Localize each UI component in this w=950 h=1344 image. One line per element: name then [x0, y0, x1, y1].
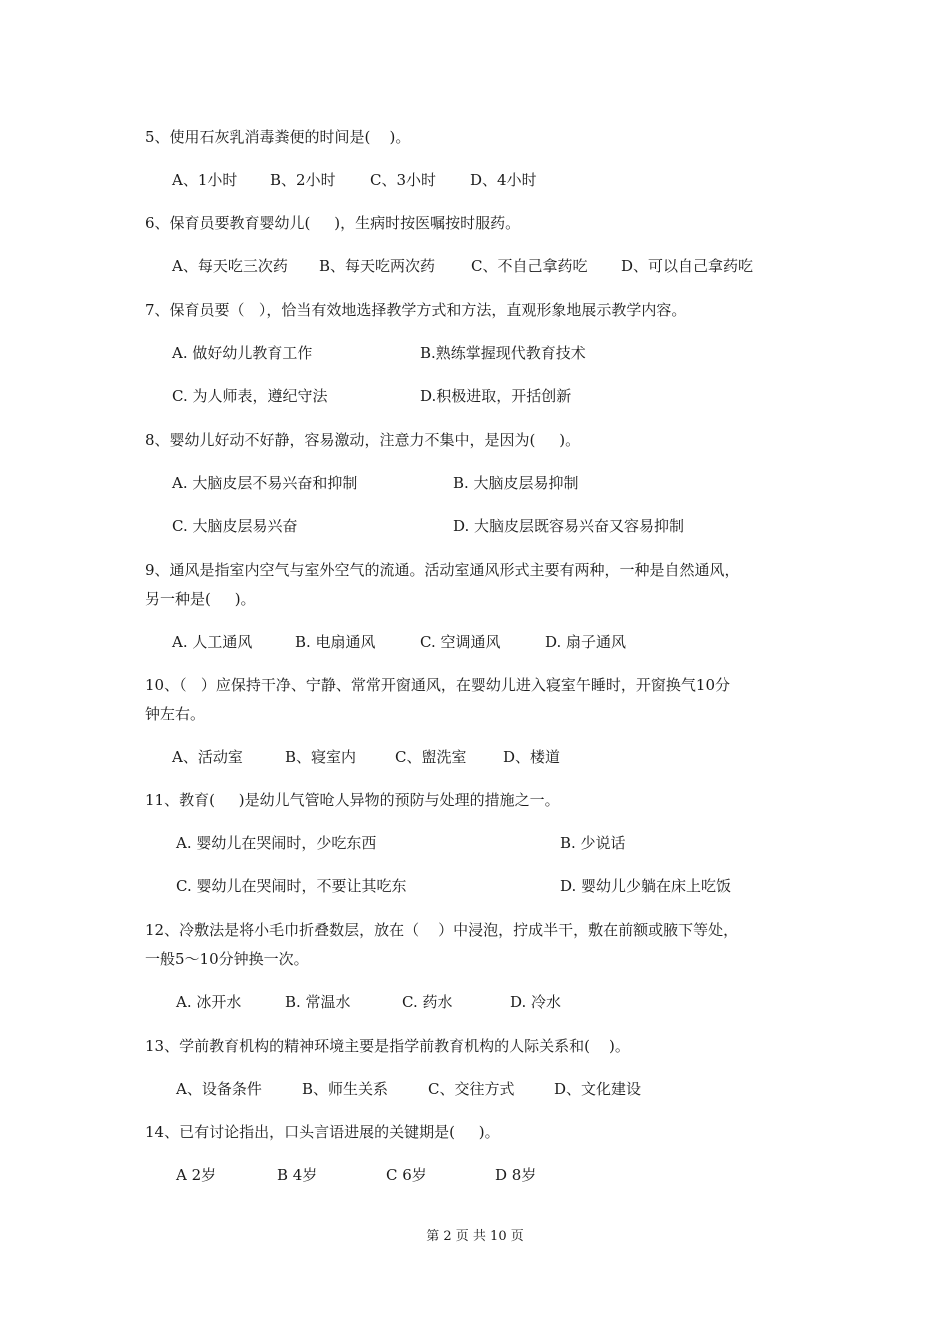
q9-option-b: B. 电扇通风 [295, 633, 376, 651]
q12-option-b: B. 常温水 [285, 993, 351, 1011]
q8-option-d: D. 大脑皮层既容易兴奋又容易抑制 [453, 517, 685, 535]
q11-option-a: A. 婴幼儿在哭闹时，少吃东西 [176, 834, 377, 852]
q9-option-a: A. 人工通风 [172, 633, 253, 651]
q13-option-b: B、师生关系 [302, 1080, 389, 1098]
q10-option-b: B、寝室内 [285, 748, 357, 766]
q7-option-a: A. 做好幼儿教育工作 [172, 344, 313, 362]
question-10-cont: 钟左右。 [145, 705, 206, 723]
q8-option-c: C. 大脑皮层易兴奋 [172, 517, 298, 535]
question-6: 6、保育员要教育婴幼儿( )，生病时按医嘱按时服药。 [145, 214, 521, 232]
q9-option-c: C. 空调通风 [420, 633, 501, 651]
q12-option-d: D. 冷水 [510, 993, 562, 1011]
question-11: 11、教育( )是幼儿气管呛人异物的预防与处理的措施之一。 [145, 791, 560, 809]
q6-option-d: D、可以自己拿药吃 [621, 257, 754, 275]
q5-option-b: B、2小时 [270, 171, 336, 189]
q7-option-c: C. 为人师表，遵纪守法 [172, 387, 328, 405]
q12-option-c: C. 药水 [402, 993, 453, 1011]
q11-option-c: C. 婴幼儿在哭闹时，不要让其吃东 [176, 877, 407, 895]
q13-option-c: C、交往方式 [428, 1080, 515, 1098]
page-footer: 第 2 页 共 10 页 [426, 1229, 524, 1244]
q6-option-c: C、不自己拿药吃 [471, 257, 588, 275]
q6-option-b: B、每天吃两次药 [319, 257, 436, 275]
question-12: 12、冷敷法是将小毛巾折叠数层，放在（ ）中浸泡，拧成半干，敷在前额或腋下等处， [145, 921, 739, 939]
q10-option-d: D、楼道 [503, 748, 561, 766]
question-5: 5、使用石灰乳消毒粪便的时间是( )。 [145, 128, 411, 146]
q14-option-a: A 2岁 [176, 1166, 217, 1184]
question-12-cont: 一般5～10分钟换一次。 [145, 950, 309, 968]
question-13: 13、学前教育机构的精神环境主要是指学前教育机构的人际关系和( )。 [145, 1037, 630, 1055]
q7-option-d: D.积极进取，开括创新 [420, 387, 572, 405]
q5-option-a: A、1小时 [172, 171, 238, 189]
q14-option-b: B 4岁 [277, 1166, 318, 1184]
q8-option-b: B. 大脑皮层易抑制 [453, 474, 579, 492]
q8-option-a: A. 大脑皮层不易兴奋和抑制 [172, 474, 358, 492]
q11-option-d: D. 婴幼儿少躺在床上吃饭 [560, 877, 732, 895]
q5-option-d: D、4小时 [470, 171, 537, 189]
q10-option-c: C、盥洗室 [395, 748, 467, 766]
q6-option-a: A、每天吃三次药 [172, 257, 288, 275]
q14-option-d: D 8岁 [495, 1166, 537, 1184]
q5-option-c: C、3小时 [370, 171, 437, 189]
q14-option-c: C 6岁 [386, 1166, 427, 1184]
q11-option-b: B. 少说话 [560, 834, 626, 852]
q10-option-a: A、活动室 [172, 748, 243, 766]
q9-option-d: D. 扇子通风 [545, 633, 627, 651]
question-9: 9、通风是指室内空气与室外空气的流通。活动室通风形式主要有两种，一种是自然通风， [145, 561, 740, 579]
question-9-cont: 另一种是( )。 [145, 590, 256, 608]
question-7: 7、保育员要（ ），恰当有效地选择教学方式和方法，直观形象地展示教学内容。 [145, 301, 687, 319]
question-10: 10、（ ）应保持干净、宁静、常常开窗通风，在婴幼儿进入寝室午睡时，开窗换气10分 [145, 676, 730, 694]
question-14: 14、已有讨论指出，口头言语进展的关键期是( )。 [145, 1123, 500, 1141]
q13-option-d: D、文化建设 [554, 1080, 642, 1098]
question-8: 8、婴幼儿好动不好静，容易激动，注意力不集中，是因为( )。 [145, 431, 581, 449]
q12-option-a: A. 冰开水 [176, 993, 242, 1011]
q13-option-a: A、设备条件 [176, 1080, 262, 1098]
q7-option-b: B.熟练掌握现代教育技术 [420, 344, 586, 362]
